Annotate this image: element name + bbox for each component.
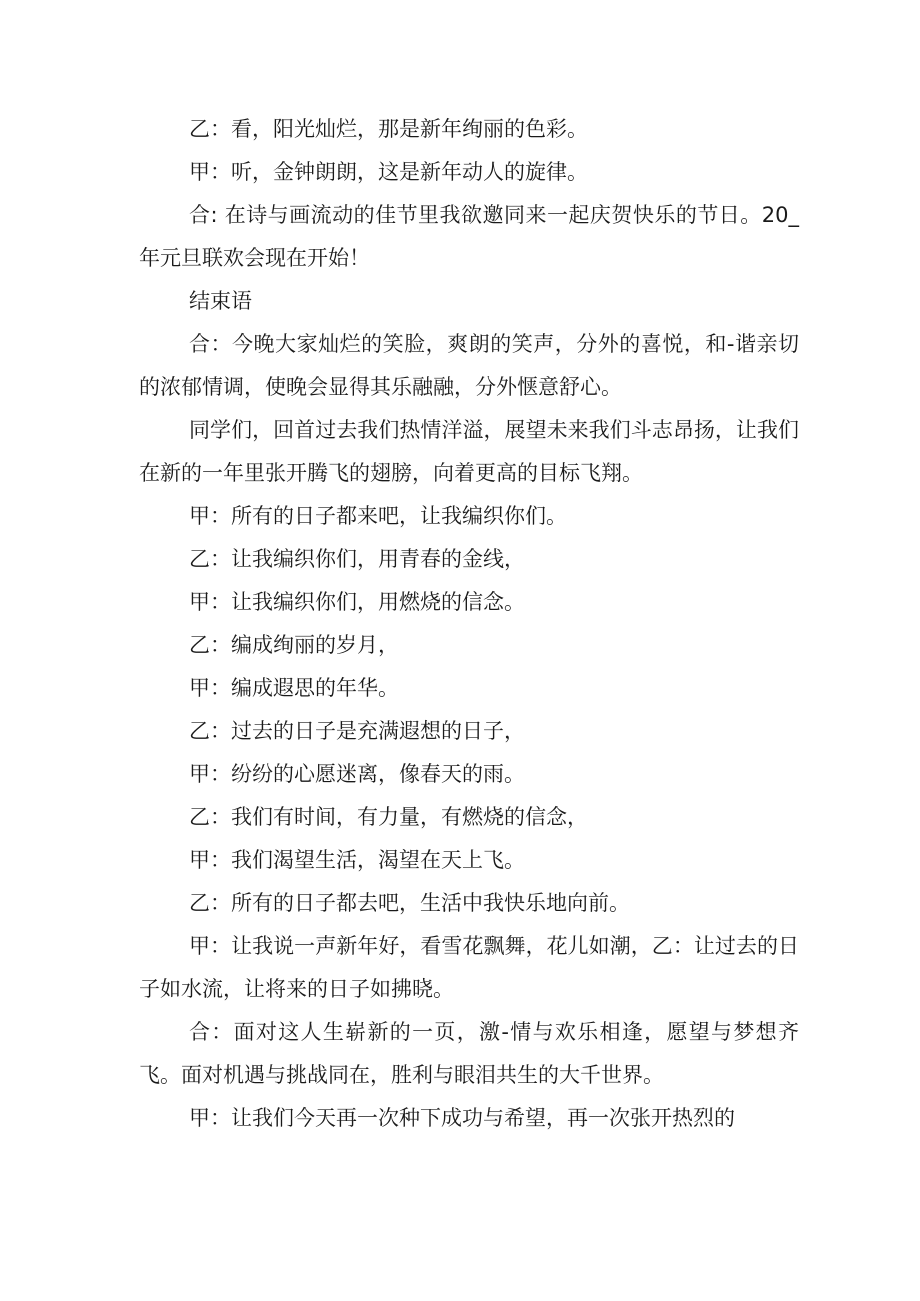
paragraph: 同学们，回首过去我们热情洋溢，展望未来我们斗志昂扬，让我们在新的一年里张开腾飞的翅膀，向着更高的目标飞翔。 bbox=[139, 418, 799, 485]
paragraph: 甲：让我说一声新年好，看雪花飘舞，花儿如潮，乙：让过去的日子如水流，让将来的日子如拂晓。 bbox=[139, 934, 799, 1001]
paragraph: 甲：听，金钟朗朗，这是新年动人的旋律。 bbox=[189, 160, 588, 184]
paragraph: 甲：所有的日子都来吧，让我编织你们。 bbox=[189, 504, 567, 528]
paragraph: 乙：让我编织你们，用青春的金线， bbox=[189, 547, 525, 571]
paragraph: 合: 在诗与画流动的佳节里我欲邀同来一起庆贺快乐的节日。20_年元旦联欢会现在开始！ bbox=[139, 203, 799, 270]
paragraph: 甲：让我编织你们，用燃烧的信念。 bbox=[189, 590, 525, 614]
paragraph: 甲：我们渴望生活，渴望在天上飞。 bbox=[189, 848, 525, 872]
document-body bbox=[139, 108, 799, 1140]
paragraph: 甲：纷纷的心愿迷离，像春天的雨。 bbox=[189, 762, 525, 786]
paragraph: 甲：编成遐思的年华。 bbox=[189, 676, 399, 700]
section-heading: 结束语 bbox=[189, 289, 252, 313]
paragraph: 乙：所有的日子都去吧，生活中我快乐地向前。 bbox=[189, 891, 630, 915]
paragraph: 甲：让我们今天再一次种下成功与希望，再一次张开热烈的 bbox=[189, 1106, 735, 1130]
paragraph: 乙：我们有时间，有力量，有燃烧的信念， bbox=[189, 805, 588, 829]
paragraph: 合：面对这人生崭新的一页，激-情与欢乐相逢，愿望与梦想齐飞。面对机遇与挑战同在，胜利与眼泪共生的大千世界。 bbox=[139, 1020, 799, 1087]
paragraph: 乙：编成绚丽的岁月， bbox=[189, 633, 399, 657]
paragraph: 合：今晚大家灿烂的笑脸，爽朗的笑声，分外的喜悦，和-谐亲切的浓郁情调，使晚会显得其乐融融，分外惬意舒心。 bbox=[139, 332, 799, 399]
paragraph: 乙：过去的日子是充满遐想的日子， bbox=[189, 719, 525, 743]
paragraph: 乙：看，阳光灿烂，那是新年绚丽的色彩。 bbox=[189, 117, 588, 141]
